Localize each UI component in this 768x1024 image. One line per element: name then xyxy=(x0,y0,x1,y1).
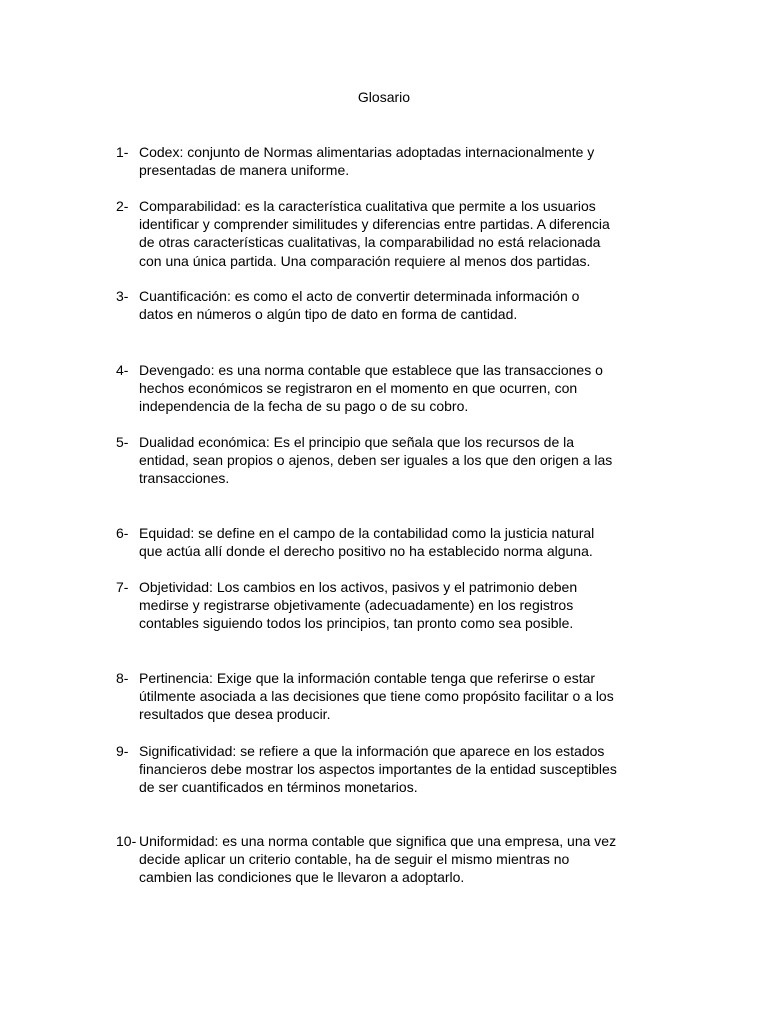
glossary-item-10 xyxy=(116,832,676,887)
item-definition: Codex: conjunto de Normas alimentarias adoptadas internacionalmente y presentadas de manera uniforme. xyxy=(139,144,595,179)
glossary-item-8 xyxy=(116,669,676,724)
item-definition: Pertinencia: Exige que la información contable tenga que referirse o estar útilmente asociada a las decisiones que tiene como propósito facilitar o a los resultados que desea producir. xyxy=(139,670,614,723)
item-number: 10- xyxy=(116,833,137,849)
glossary-item-3 xyxy=(116,287,676,323)
glossary-item-9 xyxy=(116,742,676,797)
item-definition: Equidad: se define en el campo de la contabilidad como la justicia natural que actúa allí donde el derecho positivo no ha establecido norma alguna. xyxy=(139,525,595,560)
item-number: 3- xyxy=(116,288,129,304)
item-definition: Devengado: es una norma contable que establece que las transacciones o hechos económicos se registraron en el momento en que ocurren, con independencia de la fecha de su pago o de su cobro. xyxy=(139,362,603,415)
item-definition: Objetividad: Los cambios en los activos, pasivos y el patrimonio deben medirse y registrarse objetivamente (adecuadamente) en los registros contables siguiendo todos los principios, tan pronto como sea posible. xyxy=(139,579,578,632)
item-number: 7- xyxy=(116,579,129,595)
glossary-item-1 xyxy=(116,143,676,179)
page-title: Glosario xyxy=(357,89,411,105)
item-number: 9- xyxy=(116,743,129,759)
item-number: 6- xyxy=(116,525,129,541)
item-definition: Cuantificación: es como el acto de convertir determinada información o datos en números o algún tipo de dato en forma de cantidad. xyxy=(139,288,580,323)
glossary-item-4 xyxy=(116,361,676,416)
item-definition: Dualidad económica: Es el principio que señala que los recursos de la entidad, sean propios o ajenos, deben ser iguales a los que den origen a las transacciones. xyxy=(139,434,613,487)
item-number: 8- xyxy=(116,670,129,686)
glossary-item-7 xyxy=(116,578,676,633)
item-definition: Comparabilidad: es la característica cualitativa que permite a los usuarios identificar y comprender similitudes y diferencias entre partidas. A diferencia de otras características cualitativas, la comparabilidad no está relacionada con una única partida. Una comparación requiere al menos dos partidas. xyxy=(139,198,610,269)
item-number: 1- xyxy=(116,144,129,160)
glossary-item-5 xyxy=(116,433,676,488)
item-number: 2- xyxy=(116,198,129,214)
item-number: 4- xyxy=(116,362,129,378)
glossary-item-2 xyxy=(116,197,676,270)
item-number: 5- xyxy=(116,434,129,450)
glossary-item-6 xyxy=(116,524,676,560)
item-definition: Significatividad: se refiere a que la información que aparece en los estados financieros debe mostrar los aspectos importantes de la entidad susceptibles de ser cuantificados en términos monetarios. xyxy=(139,743,617,796)
item-definition: Uniformidad: es una norma contable que significa que una empresa, una vez decide aplicar un criterio contable, ha de seguir el mismo mientras no cambien las condiciones que le llevaron a adoptarlo. xyxy=(139,833,617,886)
